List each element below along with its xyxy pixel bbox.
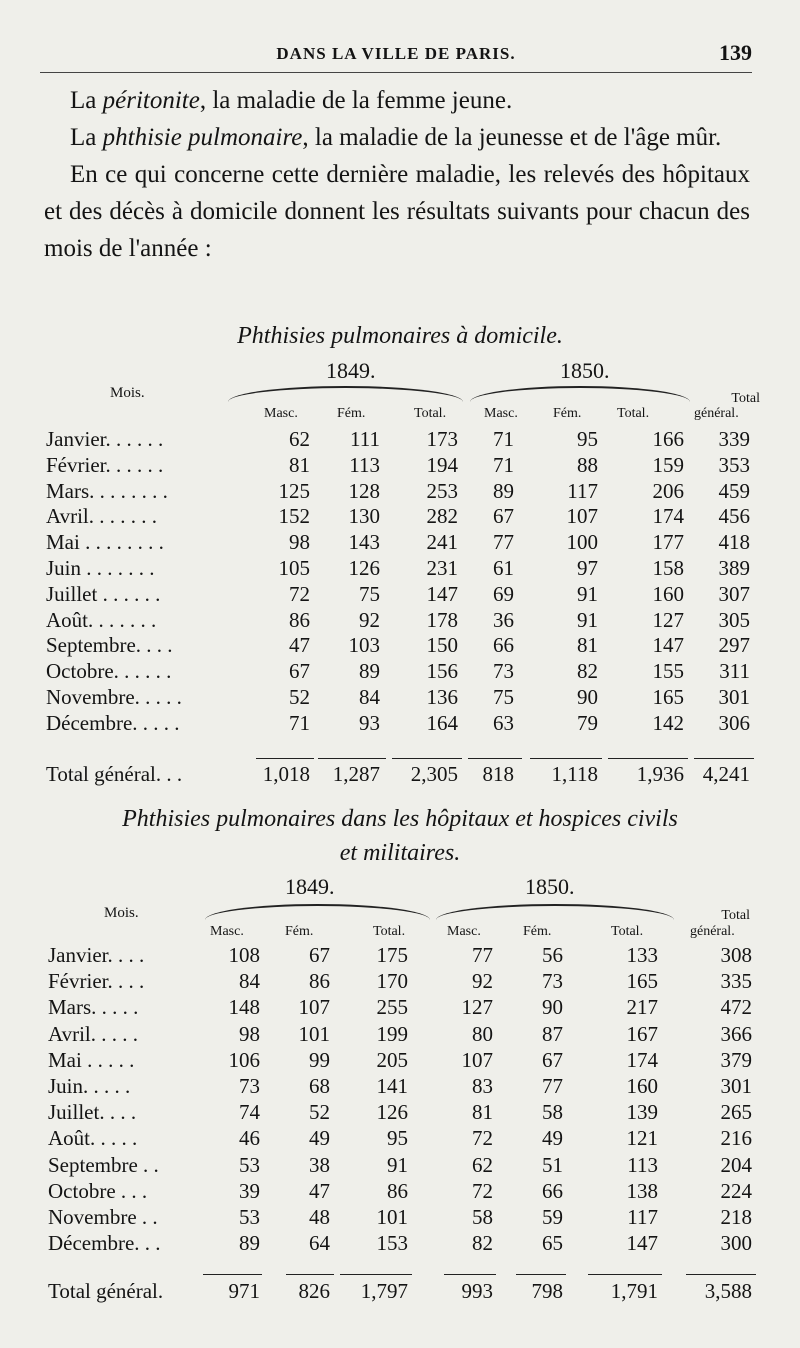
- value-cell: 71: [289, 710, 310, 735]
- value-cell: 58: [542, 1100, 563, 1125]
- value-cell: 167: [626, 1021, 658, 1046]
- value-cell: 133: [626, 943, 658, 967]
- month-label: Mars. . . . .: [48, 995, 139, 1020]
- paragraph-releves: En ce qui concerne cette dernière maladie, les relevés des hôpitaux et des décès à domicile donnent les résultats suivants pour chacun des mois de l'année :: [44, 161, 750, 262]
- value-cell: 75: [359, 581, 380, 606]
- value-cell: 113: [349, 452, 380, 477]
- value-cell: 418: [718, 530, 750, 555]
- month-label: Mai . . . . . . . .: [46, 530, 164, 555]
- table1-col-masc-1849: Masc.: [264, 406, 298, 421]
- table1-total-rule: [392, 758, 462, 759]
- value-cell: 92: [472, 969, 493, 994]
- value-cell: 389: [718, 556, 750, 580]
- table1-brace-1850: [470, 386, 690, 402]
- value-cell: 63: [493, 710, 514, 735]
- value-cell: 66: [493, 633, 514, 658]
- p2-rest: , la maladie de la jeunesse et de l'âge mûr.: [302, 124, 722, 151]
- value-cell: 1,791: [610, 1279, 658, 1303]
- table1-year-1850: 1850.: [560, 358, 610, 383]
- month-label: Juin . . . . . . .: [46, 556, 155, 580]
- table1-row: [0, 607, 800, 633]
- value-cell: 101: [298, 1021, 330, 1046]
- value-cell: 175: [376, 943, 408, 967]
- paragraph-peritonite: [44, 82, 750, 119]
- table2-col-masc-1849: Masc.: [210, 924, 244, 939]
- value-cell: 73: [493, 659, 514, 684]
- value-cell: 62: [472, 1152, 493, 1177]
- value-cell: 971: [228, 1279, 260, 1303]
- month-label: Août. . . . . . .: [46, 607, 157, 632]
- value-cell: 91: [387, 1152, 408, 1177]
- table1-total-rule: [530, 758, 602, 759]
- table1-row: [0, 452, 800, 478]
- table2-col-total-1849: Total.: [373, 924, 406, 939]
- value-cell: 143: [348, 530, 380, 555]
- month-label: Juin. . . . .: [48, 1074, 131, 1098]
- value-cell: 86: [289, 607, 310, 632]
- table2-row: [0, 1204, 800, 1230]
- value-cell: 67: [542, 1047, 563, 1072]
- value-cell: 158: [652, 556, 684, 580]
- value-cell: 818: [482, 762, 514, 786]
- p2-prefix: La: [70, 124, 103, 151]
- table2-row: [0, 1099, 800, 1125]
- value-cell: 68: [309, 1074, 330, 1098]
- table2-brace-1850: [436, 904, 674, 920]
- month-label: Août. . . . .: [48, 1126, 138, 1151]
- value-cell: 121: [626, 1126, 658, 1151]
- month-label: Février. . . .: [48, 969, 145, 994]
- value-cell: 127: [461, 995, 493, 1020]
- value-cell: 72: [472, 1126, 493, 1151]
- month-label: Avril. . . . . . .: [46, 504, 158, 529]
- value-cell: 51: [542, 1152, 563, 1177]
- value-cell: 103: [348, 633, 380, 658]
- value-cell: 165: [626, 969, 658, 994]
- value-cell: 147: [652, 633, 684, 658]
- table2-title-line1: Phthisies pulmonaires dans les hôpitaux et hospices civils: [122, 806, 678, 832]
- value-cell: 136: [426, 685, 458, 709]
- table2-total-rule: [686, 1274, 756, 1275]
- paragraph-phthisie: [44, 119, 750, 156]
- value-cell: 164: [426, 710, 458, 735]
- value-cell: 58: [472, 1205, 493, 1229]
- page-number: 139: [719, 40, 752, 65]
- value-cell: 107: [461, 1047, 493, 1072]
- value-cell: 38: [309, 1152, 330, 1177]
- value-cell: 39: [239, 1178, 260, 1203]
- table2-col-fem-1850: Fém.: [523, 924, 552, 939]
- value-cell: 89: [493, 478, 514, 503]
- value-cell: 993: [461, 1279, 493, 1303]
- value-cell: 75: [493, 685, 514, 709]
- p1-rest: , la maladie de la femme jeune.: [199, 87, 513, 114]
- value-cell: 72: [289, 581, 310, 606]
- value-cell: 66: [542, 1178, 563, 1203]
- table2-total-rule: [516, 1274, 566, 1275]
- table2-year-1849: 1849.: [285, 874, 335, 899]
- month-label: Juillet . . . . . .: [46, 581, 161, 606]
- value-cell: 165: [652, 685, 684, 709]
- table2-total-rule: [286, 1274, 334, 1275]
- value-cell: 826: [298, 1279, 330, 1303]
- value-cell: 1,797: [360, 1279, 408, 1303]
- value-cell: 130: [348, 504, 380, 529]
- value-cell: 81: [289, 452, 310, 477]
- value-cell: 216: [720, 1126, 752, 1151]
- month-label: Avril. . . . .: [48, 1021, 139, 1046]
- value-cell: 459: [718, 478, 750, 503]
- value-cell: 306: [718, 710, 750, 735]
- body-text: [44, 82, 750, 267]
- value-cell: 174: [652, 504, 684, 529]
- month-label: Octobre. . . . . .: [46, 659, 172, 684]
- table1-brace-1849: [228, 386, 463, 402]
- value-cell: 174: [626, 1047, 658, 1072]
- value-cell: 49: [309, 1126, 330, 1151]
- value-cell: 52: [289, 685, 310, 709]
- value-cell: 71: [493, 452, 514, 477]
- month-label: Novembre . .: [48, 1205, 158, 1229]
- month-label: Octobre . . .: [48, 1178, 148, 1203]
- value-cell: 91: [577, 607, 598, 632]
- table1-col-total-general: général.: [694, 406, 739, 421]
- value-cell: 156: [426, 659, 458, 684]
- value-cell: 77: [493, 530, 514, 555]
- table1-col-masc-1850: Masc.: [484, 406, 518, 421]
- value-cell: 1,018: [262, 762, 310, 786]
- value-cell: 82: [472, 1231, 493, 1256]
- value-cell: 117: [627, 1205, 658, 1229]
- value-cell: 472: [720, 995, 752, 1020]
- value-cell: 153: [376, 1231, 408, 1256]
- value-cell: 265: [720, 1100, 752, 1125]
- table2-total-label: Total: [721, 908, 750, 923]
- value-cell: 97: [577, 556, 598, 580]
- month-label: Juillet. . . .: [48, 1100, 137, 1125]
- value-cell: 305: [718, 607, 750, 632]
- table2-total-rule: [588, 1274, 662, 1275]
- month-label: Septembre. . . .: [46, 633, 173, 658]
- value-cell: 282: [426, 504, 458, 529]
- table1-mois-label: Mois.: [110, 385, 145, 401]
- value-cell: 241: [426, 530, 458, 555]
- table2-row: [0, 1021, 800, 1047]
- value-cell: 127: [652, 607, 684, 632]
- value-cell: 255: [376, 995, 408, 1020]
- table2-row: [0, 968, 800, 994]
- value-cell: 88: [577, 452, 598, 477]
- value-cell: 74: [239, 1100, 260, 1125]
- value-cell: 46: [239, 1126, 260, 1151]
- value-cell: 126: [348, 556, 380, 580]
- value-cell: 52: [309, 1100, 330, 1125]
- table2-col-total-general: général.: [690, 924, 735, 939]
- value-cell: 67: [289, 659, 310, 684]
- value-cell: 311: [719, 659, 750, 684]
- p2-italic: phthisie pulmonaire: [102, 124, 303, 151]
- value-cell: 106: [228, 1047, 260, 1072]
- value-cell: 308: [720, 943, 752, 967]
- month-label: Février. . . . . .: [46, 452, 164, 477]
- table1-total-row: [0, 761, 800, 787]
- value-cell: 205: [376, 1047, 408, 1072]
- running-title: DANS LA VILLE DE PARIS.: [276, 44, 516, 63]
- value-cell: 147: [626, 1231, 658, 1256]
- value-cell: 217: [626, 995, 658, 1020]
- value-cell: 84: [359, 685, 380, 709]
- table1-total-label: Total: [731, 391, 760, 406]
- value-cell: 301: [720, 1074, 752, 1098]
- value-cell: 56: [542, 943, 563, 967]
- table1-col-total-1849: Total.: [414, 406, 447, 421]
- table2-year-1850: 1850.: [525, 874, 575, 899]
- running-head: [40, 40, 752, 73]
- month-label: Total général. . .: [46, 762, 183, 786]
- value-cell: 61: [493, 556, 514, 580]
- value-cell: 125: [278, 478, 310, 503]
- value-cell: 126: [376, 1100, 408, 1125]
- value-cell: 155: [652, 659, 684, 684]
- value-cell: 89: [359, 659, 380, 684]
- table2-brace-1849: [205, 904, 430, 920]
- value-cell: 139: [626, 1100, 658, 1125]
- table1-year-1849: 1849.: [326, 358, 376, 383]
- value-cell: 89: [239, 1231, 260, 1256]
- table2-row: [0, 1125, 800, 1151]
- value-cell: 64: [309, 1231, 330, 1256]
- table2-col-total-1850: Total.: [611, 924, 644, 939]
- table1-total-rule: [318, 758, 386, 759]
- table2-row: [0, 1047, 800, 1073]
- table1-row: [0, 581, 800, 607]
- value-cell: 194: [426, 452, 458, 477]
- value-cell: 84: [239, 969, 260, 994]
- value-cell: 142: [652, 710, 684, 735]
- value-cell: 73: [542, 969, 563, 994]
- value-cell: 69: [493, 581, 514, 606]
- value-cell: 81: [472, 1100, 493, 1125]
- month-label: Septembre . .: [48, 1152, 159, 1177]
- table1-row: [0, 632, 800, 658]
- value-cell: 98: [239, 1021, 260, 1046]
- value-cell: 100: [566, 530, 598, 555]
- value-cell: 113: [627, 1152, 658, 1177]
- value-cell: 107: [298, 995, 330, 1020]
- value-cell: 147: [426, 581, 458, 606]
- value-cell: 87: [542, 1021, 563, 1046]
- value-cell: 67: [493, 504, 514, 529]
- month-label: Mai . . . . .: [48, 1047, 135, 1072]
- table1-title: Phthisies pulmonaires à domicile.: [237, 323, 563, 349]
- value-cell: 83: [472, 1074, 493, 1098]
- table1-total-rule: [256, 758, 314, 759]
- value-cell: 148: [228, 995, 260, 1020]
- value-cell: 206: [652, 478, 684, 503]
- value-cell: 301: [718, 685, 750, 709]
- value-cell: 178: [426, 607, 458, 632]
- value-cell: 107: [566, 504, 598, 529]
- value-cell: 53: [239, 1152, 260, 1177]
- value-cell: 77: [542, 1074, 563, 1098]
- p1-prefix: La: [70, 87, 103, 114]
- table1-row: [0, 658, 800, 684]
- value-cell: 160: [626, 1074, 658, 1098]
- table1-col-total-1850: Total.: [617, 406, 650, 421]
- value-cell: 199: [376, 1021, 408, 1046]
- value-cell: 224: [720, 1178, 752, 1203]
- table2-total-row: [0, 1278, 800, 1304]
- value-cell: 173: [426, 427, 458, 451]
- value-cell: 117: [567, 478, 598, 503]
- value-cell: 128: [348, 478, 380, 503]
- value-cell: 71: [493, 427, 514, 451]
- table2-row: [0, 994, 800, 1020]
- value-cell: 152: [278, 504, 310, 529]
- value-cell: 49: [542, 1126, 563, 1151]
- value-cell: 67: [309, 943, 330, 967]
- value-cell: 59: [542, 1205, 563, 1229]
- value-cell: 4,241: [702, 762, 750, 786]
- table2-col-masc-1850: Masc.: [447, 924, 481, 939]
- table1-row: [0, 684, 800, 710]
- value-cell: 81: [577, 633, 598, 658]
- value-cell: 95: [577, 427, 598, 451]
- table1-total-rule: [608, 758, 688, 759]
- value-cell: 101: [376, 1205, 408, 1229]
- month-label: Total général.: [48, 1279, 164, 1303]
- table2-total-rule: [444, 1274, 496, 1275]
- value-cell: 79: [577, 710, 598, 735]
- value-cell: 98: [289, 530, 310, 555]
- table2-row: [0, 1152, 800, 1178]
- value-cell: 86: [387, 1178, 408, 1203]
- table1-row: [0, 555, 800, 581]
- value-cell: 231: [426, 556, 458, 580]
- table1-row: [0, 710, 800, 736]
- value-cell: 204: [720, 1152, 752, 1177]
- table2-mois-label: Mois.: [104, 905, 139, 921]
- month-label: Mars. . . . . . . .: [46, 478, 168, 503]
- value-cell: 72: [472, 1178, 493, 1203]
- value-cell: 48: [309, 1205, 330, 1229]
- p1-italic: péritonite: [102, 87, 200, 114]
- table2-row: [0, 1230, 800, 1256]
- month-label: Décembre. . . . .: [46, 710, 180, 735]
- value-cell: 82: [577, 659, 598, 684]
- value-cell: 159: [652, 452, 684, 477]
- table1-row: [0, 529, 800, 555]
- value-cell: 218: [720, 1205, 752, 1229]
- value-cell: 108: [228, 943, 260, 967]
- value-cell: 73: [239, 1074, 260, 1098]
- value-cell: 150: [426, 633, 458, 658]
- month-label: Janvier. . . . . .: [46, 427, 164, 451]
- value-cell: 335: [720, 969, 752, 994]
- value-cell: 166: [652, 427, 684, 451]
- value-cell: 1,287: [332, 762, 380, 786]
- table2-row: [0, 1178, 800, 1204]
- value-cell: 253: [426, 478, 458, 503]
- value-cell: 1,936: [636, 762, 684, 786]
- value-cell: 92: [359, 607, 380, 632]
- value-cell: 95: [387, 1126, 408, 1151]
- month-label: Novembre. . . . .: [46, 685, 182, 709]
- value-cell: 90: [577, 685, 598, 709]
- table1-row: [0, 426, 800, 452]
- value-cell: 99: [309, 1047, 330, 1072]
- value-cell: 353: [718, 452, 750, 477]
- value-cell: 80: [472, 1021, 493, 1046]
- value-cell: 3,588: [704, 1279, 752, 1303]
- value-cell: 105: [278, 556, 310, 580]
- value-cell: 90: [542, 995, 563, 1020]
- value-cell: 47: [309, 1178, 330, 1203]
- value-cell: 141: [376, 1074, 408, 1098]
- table2-total-rule: [340, 1274, 412, 1275]
- value-cell: 93: [359, 710, 380, 735]
- value-cell: 62: [289, 427, 310, 451]
- value-cell: 53: [239, 1205, 260, 1229]
- value-cell: 379: [720, 1047, 752, 1072]
- table1-row: [0, 503, 800, 529]
- value-cell: 177: [652, 530, 684, 555]
- table2-title-line2: et militaires.: [339, 840, 461, 866]
- table1-row: [0, 478, 800, 504]
- value-cell: 798: [531, 1279, 563, 1303]
- value-cell: 111: [350, 427, 380, 451]
- value-cell: 170: [376, 969, 408, 994]
- month-label: Janvier. . . .: [48, 943, 145, 967]
- value-cell: 86: [309, 969, 330, 994]
- value-cell: 138: [626, 1178, 658, 1203]
- table2-row: [0, 942, 800, 968]
- month-label: Décembre. . .: [48, 1231, 161, 1256]
- value-cell: 160: [652, 581, 684, 606]
- table1-col-fem-1850: Fém.: [553, 406, 582, 421]
- value-cell: 91: [577, 581, 598, 606]
- table1-total-rule: [694, 758, 754, 759]
- table1-total-rule: [468, 758, 522, 759]
- value-cell: 1,118: [551, 762, 598, 786]
- value-cell: 456: [718, 504, 750, 529]
- value-cell: 297: [718, 633, 750, 658]
- value-cell: 307: [718, 581, 750, 606]
- value-cell: 2,305: [410, 762, 458, 786]
- value-cell: 300: [720, 1231, 752, 1256]
- table1-col-fem-1849: Fém.: [337, 406, 366, 421]
- value-cell: 47: [289, 633, 310, 658]
- value-cell: 339: [718, 427, 750, 451]
- value-cell: 366: [720, 1021, 752, 1046]
- table2-col-fem-1849: Fém.: [285, 924, 314, 939]
- table2-row: [0, 1073, 800, 1099]
- table2-total-rule: [203, 1274, 262, 1275]
- value-cell: 65: [542, 1231, 563, 1256]
- value-cell: 77: [472, 943, 493, 967]
- value-cell: 36: [493, 607, 514, 632]
